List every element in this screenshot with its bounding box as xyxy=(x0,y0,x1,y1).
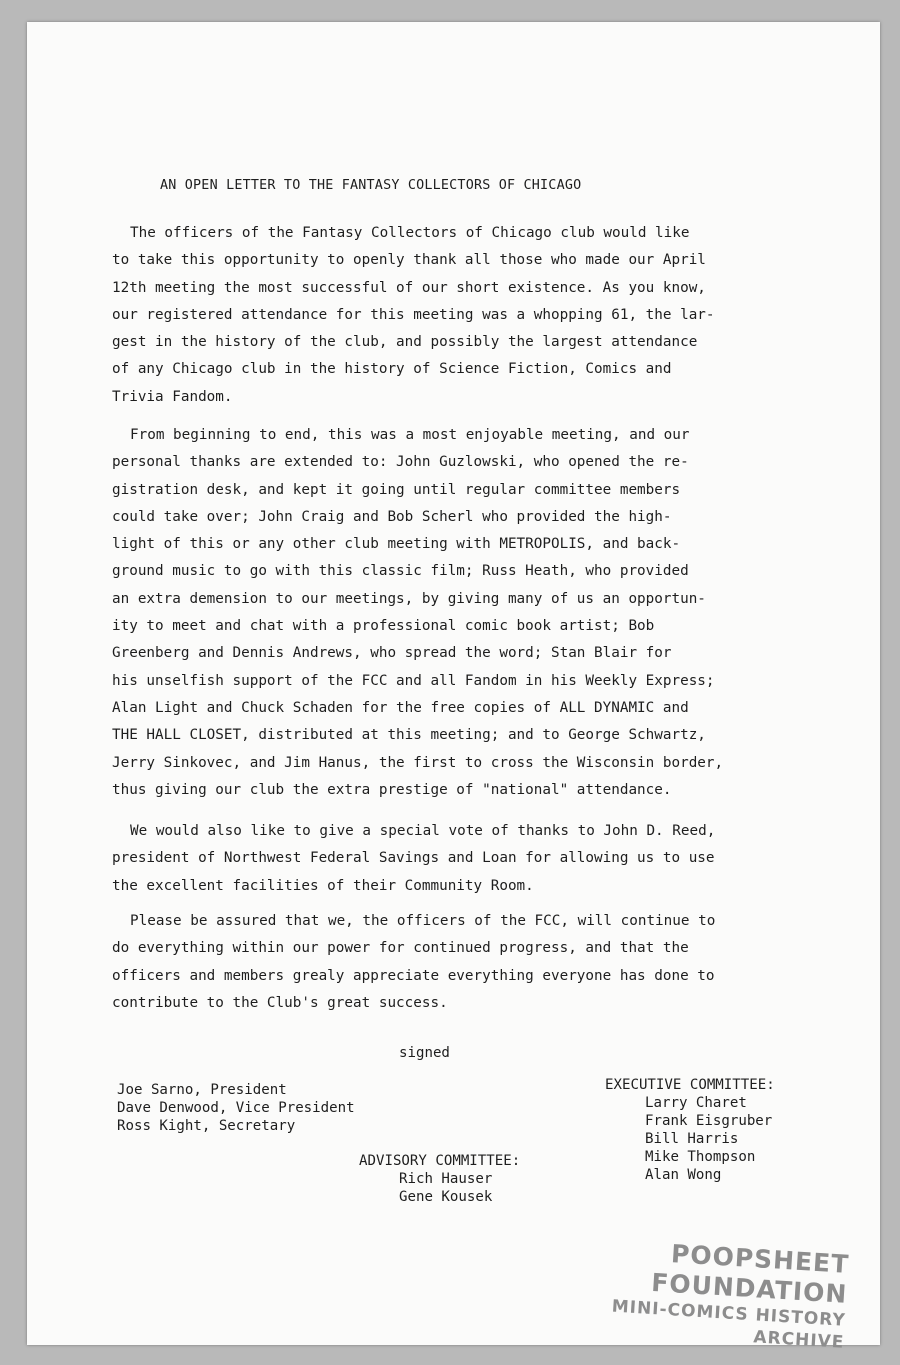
text-line: the excellent facilities of their Community Room. xyxy=(112,877,534,894)
text-line: Please be assured that we, the officers of the FCC, will continue to xyxy=(130,913,716,929)
signed-label: signed xyxy=(399,1045,450,1061)
text-line: From beginning to end, this was a most enjoyable meeting, and our xyxy=(130,427,690,443)
paragraph-4 xyxy=(112,908,715,1017)
executive-member: Bill Harris xyxy=(645,1131,739,1147)
text-line: do everything within our power for continued progress, and that the xyxy=(112,940,689,957)
text-line: Alan Light and Chuck Schaden for the free copies of ALL DYNAMIC and xyxy=(112,699,689,716)
officer-name: Dave Denwood, Vice President xyxy=(117,1100,355,1116)
executive-member: Frank Eisgruber xyxy=(645,1113,773,1129)
executive-member: Larry Charet xyxy=(645,1095,747,1111)
text-line: The officers of the Fantasy Collectors of Chicago club would like xyxy=(130,225,690,241)
officer-name: Ross Kight, Secretary xyxy=(117,1118,296,1134)
paragraph-1 xyxy=(112,220,715,411)
text-line: Jerry Sinkovec, and Jim Hanus, the first to cross the Wisconsin border, xyxy=(112,754,724,771)
text-line: light of this or any other club meeting with METROPOLIS, and back- xyxy=(112,536,681,553)
text-line: contribute to the Club's great success. xyxy=(112,994,448,1011)
text-line: We would also like to give a special vote of thanks to John D. Reed, xyxy=(130,823,716,839)
text-line: officers and members grealy appreciate everything everyone has done to xyxy=(112,967,715,984)
officers-list xyxy=(117,1081,355,1135)
text-line: Greenberg and Dennis Andrews, who spread the word; Stan Blair for xyxy=(112,645,672,662)
text-line: of any Chicago club in the history of Science Fiction, Comics and xyxy=(112,361,672,378)
advisory-heading: ADVISORY COMMITTEE: xyxy=(359,1153,521,1169)
text-line: an extra demension to our meetings, by giving many of us an opportun- xyxy=(112,590,706,607)
text-line: thus giving our club the extra prestige of "national" attendance. xyxy=(112,781,672,798)
paragraph-3 xyxy=(112,818,715,900)
text-line: president of Northwest Federal Savings and Loan for allowing us to use xyxy=(112,850,715,867)
executive-heading: EXECUTIVE COMMITTEE: xyxy=(605,1077,775,1093)
officer-name: Joe Sarno, President xyxy=(117,1082,287,1098)
advisory-member: Gene Kousek xyxy=(399,1189,493,1205)
text-line: ground music to go with this classic film; Russ Heath, who provided xyxy=(112,563,689,580)
executive-committee xyxy=(605,1076,775,1184)
text-line: our registered attendance for this meeting was a whopping 61, the lar- xyxy=(112,306,715,323)
text-line: to take this opportunity to openly thank all those who made our April xyxy=(112,252,706,269)
paragraph-2 xyxy=(112,422,723,804)
text-line: Trivia Fandom. xyxy=(112,388,233,405)
text-line: personal thanks are extended to: John Guzlowski, who opened the re- xyxy=(112,454,689,471)
text-line: could take over; John Craig and Bob Scherl who provided the high- xyxy=(112,508,672,525)
text-line: gest in the history of the club, and possibly the largest attendance xyxy=(112,334,698,351)
executive-member: Mike Thompson xyxy=(645,1149,756,1165)
advisory-member: Rich Hauser xyxy=(399,1171,493,1187)
letter-title: AN OPEN LETTER TO THE FANTASY COLLECTORS OF CHICAGO xyxy=(160,178,582,193)
watermark-line-1: POOPSHEET FOUNDATION xyxy=(650,1239,850,1309)
text-line: gistration desk, and kept it going until regular committee members xyxy=(112,481,681,498)
advisory-committee xyxy=(359,1152,520,1206)
text-line: 12th meeting the most successful of our short existence. As you know, xyxy=(112,279,706,296)
text-line: ity to meet and chat with a professional comic book artist; Bob xyxy=(112,618,655,635)
executive-member: Alan Wong xyxy=(645,1167,722,1183)
watermark-line-2: MINI-COMICS HISTORY ARCHIVE xyxy=(611,1296,847,1353)
text-line: THE HALL CLOSET, distributed at this meeting; and to George Schwartz, xyxy=(112,727,706,744)
text-line: his unselfish support of the FCC and all Fandom in his Weekly Express; xyxy=(112,672,715,689)
archive-watermark xyxy=(524,1230,850,1353)
